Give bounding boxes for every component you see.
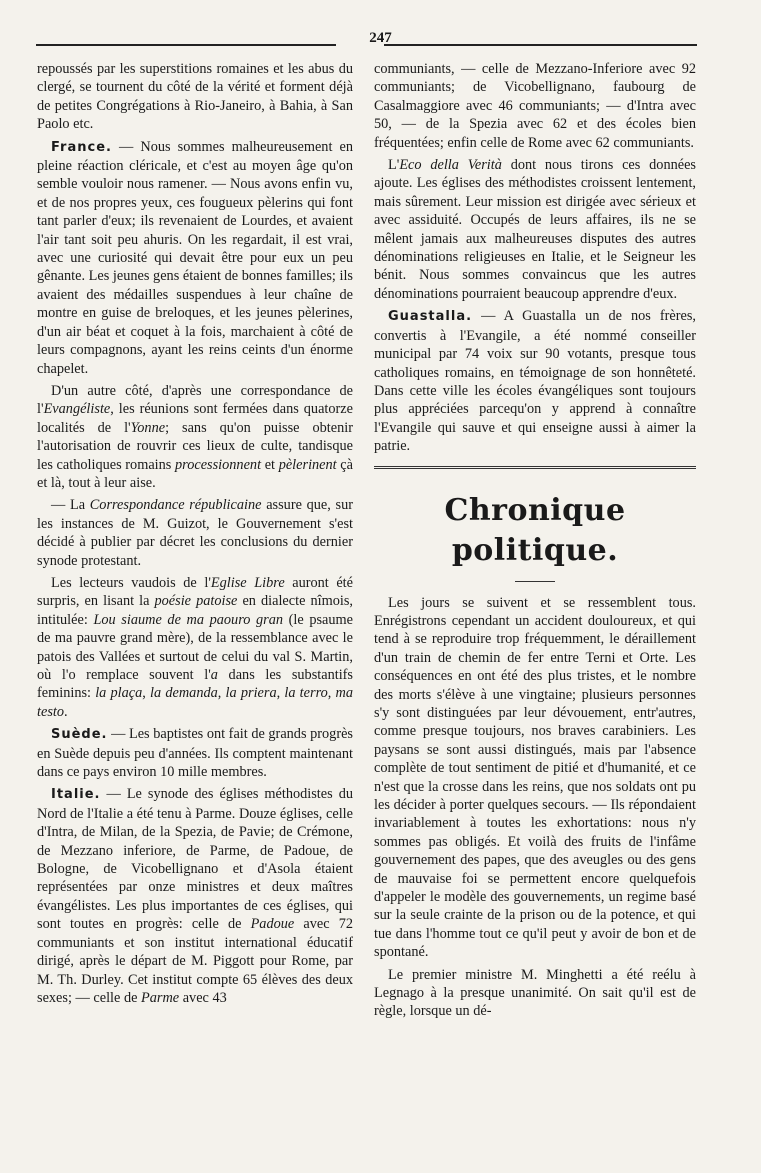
text-run: avec 72 communiants et son institut international éducatif dirigé, après le départ de M. Piggott pour Rome, par M. Th. Durley. Cet institut compte 65 élèves des deux sexes; — celle de (37, 916, 354, 1006)
france-paragraph-3 (37, 496, 353, 570)
italic-run: la plaça (95, 685, 143, 702)
italic-run: Padoue (250, 916, 295, 933)
italic-run: la priera (225, 685, 277, 702)
italic-run: a (210, 667, 218, 683)
france-paragraph-2 (37, 382, 353, 492)
text-run: , (327, 685, 336, 702)
left-column (37, 60, 353, 1011)
guastalla-paragraph (374, 307, 696, 455)
text-run: dont nous tirons ces données ajoute. Les églises des méthodistes croissent lentement, mais sûrement. Leur mission est dirigée avec sérieux et avec assiduité. Occupés de leurs affaires, ils ne se mêlent jamais aux malheureuses disputes des autres dénominations religieuses en Italie, et le Seigneur les bénit. Nous sommes convaincus que les autres dénominations pourraient beaucoup apprendre d'eux. (374, 157, 696, 302)
page-number: 247 (369, 30, 392, 46)
italic-run: Evangéliste (43, 401, 111, 418)
text-run: çà et là, tout à leur aise. (37, 456, 353, 491)
italic-run: processionnent (175, 456, 262, 473)
italie-paragraph (37, 785, 353, 1007)
chronique-paragraph-2: Le premier ministre M. Minghetti a été reélu à Legnago à la presque unanimité. On sait qu'il est de règle, lorsque un dé- (374, 966, 696, 1020)
text-run: — Le synode des églises méthodistes du Nord de l'Italie a été tenu à Parme. Douze églises, celle d'Intra, de Milan, de la Spezia, de Pavie; de Crémone, de Mezzano inferiore, de Parme, de Padoue, de Bologne, de Vicobellignano et d'Asola étaient représentées par onze ministres et deux maîtres évangélistes. Les plus importantes de ces églises, qui sont toutes en progrès: celle de (37, 786, 353, 933)
chronique-paragraph-1: Les jours se suivent et se ressemblent tous. Enrégistrons cependant un accident douloureux, et qui tend à se reproduire trop fréquemment, le déraillement d'un train de chemin de fer entre Terni et Orte. Les conséquences en ont été des plus tristes, et le nombre des morts s'élève à une vingtaine; plusieurs personnes s'y sont distinguées par leur dévouement, entr'autres, comme presque toujours, nos braves carabiniers. Les paysans se sont aussi distingués, mais par l'absence complète de tout sentiment de pitié et d'humanité, et ce n'est que la crosse dans les reins, que nos soldats ont pu les décider à porter quelques secours. — Ils répondaient invariablement à toutes les exhortations: nous n'y sommes pas obligés. Et voilà des fruits de l'infâme gouvernement des papes, que des aveugles ou des gens de mauvaise foi se permettent encore quelquefois d'appeler le modèle des gouvernements, un regime basé sur la seule crainte de la prison ou de la potence, et qui tue dans l'homme tout ce qu'il peut y avoir de bon et de spontané. (374, 594, 696, 961)
france-paragraph (37, 138, 353, 378)
italic-run: Lou siaume de ma paouro gran (93, 611, 284, 628)
france-heading: France. (51, 139, 112, 155)
chronique-title: Chronique politique. (444, 492, 626, 568)
intro-paragraph: repoussés par les superstitions romaines et les abus du clergé, se tournent du côté de la vérité et forment déjà de petites Congrégations à Rio-Janeiro, à Bahia, à San Paolo etc. (37, 61, 353, 133)
title-underline (515, 581, 555, 582)
text-run: dans les substantifs feminins: (37, 667, 353, 702)
text-run: L' (388, 157, 400, 174)
text-run: , les réunions sont fermées dans quatorze localités de l' (37, 401, 353, 436)
italic-run: pèlerinent (278, 456, 337, 473)
text-run: Les lecteurs vaudois de l' (51, 574, 211, 591)
text-run: . (64, 703, 68, 720)
italic-run: poésie patoise (154, 593, 238, 610)
text-run: , (276, 685, 285, 702)
italic-run: Eco della Verità (399, 157, 502, 174)
text-run: — La (51, 497, 90, 514)
text-run: assure que, sur les instances de M. Guizot, le Gouvernement s'est décidé à publier par décret les conclusions du dernier synode protestant. (37, 497, 353, 569)
italic-run: Parme (141, 989, 180, 1006)
text-run: (le psaume de ma pauvre grand mère), de la ressemblance avec le patois des Vallées et surtout de celui du val S. Martin, où l'o remplace souvent l' (37, 611, 353, 683)
italic-run: Eglise Libre (210, 574, 285, 591)
italic-run: la demanda (150, 685, 218, 702)
italic-run: Correspondance républicaine (89, 497, 262, 514)
italie-heading: Italie. (51, 787, 101, 803)
france-paragraph-4 (37, 574, 353, 721)
text-run: D'un autre côté, d'après une correspondance de l' (37, 382, 353, 418)
header-rule-left (36, 44, 336, 46)
text-run: auront été surpris, en lisant la (37, 574, 353, 610)
text-run: avec 43 (179, 989, 227, 1006)
text-run: , (217, 685, 226, 702)
italic-run: ma testo (37, 685, 353, 720)
text-run: , (142, 685, 151, 702)
italic-run: la terro (284, 685, 328, 702)
suede-heading: Suède. (51, 727, 108, 743)
suede-text: — Les baptistes ont fait de grands progrès en Suède depuis peu d'années. Ils comptent maintenant dans ce pays environ 10 mille membres. (37, 726, 353, 781)
eco-paragraph (374, 156, 696, 303)
guastalla-text: — A Guastalla un de nos frères, convertis à l'Evangile, a été nommé conseiller municipal par 74 voix sur 90 votants, presque tous catholiques romains, en témoignage de son honnêteté. Dans cette ville les écoles évangéliques sont toujours plus appréciées parcequ'on y apprend à connaître l'Evangile qui sauve et qui enseigne aussi à aimer la patrie. (374, 308, 696, 455)
suede-paragraph (37, 725, 353, 781)
text-run: et (261, 456, 279, 473)
italic-run: Yonne (130, 419, 166, 436)
text-run: en dialecte nîmois, intitulée: (37, 593, 353, 628)
text-run: ; sans qu'on puisse obtenir l'autorisation de rouvrir ces lieux de culte, tandisque les catholiques romains (37, 419, 353, 473)
header-rule-right (384, 44, 697, 46)
france-text: — Nous sommes malheureusement en pleine réaction cléricale, et c'est au moyen âge qu'on semble vouloir nous ramener. — Nous avons enfin vu, et de nos propres yeux, ces fougueux pèlerins qui font tant parler d'eux; ils revenaient de Lourdes, et avaient l'air tant soit peu ahuris. On les regardait, il est vrai, avec une curiosité qui devait être pour eux un peu gênante. Les jeunes gens étaient de bonnes familles; ils avaient des médailles suspendues à leur chaîne de montre en guise de breloques, et les jeunes pèlerines, d'un air béat et coquet à la fois, marchaient à côté de leurs compagnons, ayant les reins ceints d'un énorme chapelet. (37, 138, 353, 377)
guastalla-heading: Guastalla. (388, 309, 473, 325)
section-divider (374, 466, 696, 469)
right-column (374, 60, 696, 1025)
italie-continuation: communiants, — celle de Mezzano-Inferiore avec 92 communiants; de Vicobellignano, faubourg de Casalmaggiore avec 46 communiants; — d'Intra avec 50, — de la Spezia avec 62 et des écoles bien fréquentées; enfin celle de Rome avec 62 communiants. (374, 61, 696, 151)
